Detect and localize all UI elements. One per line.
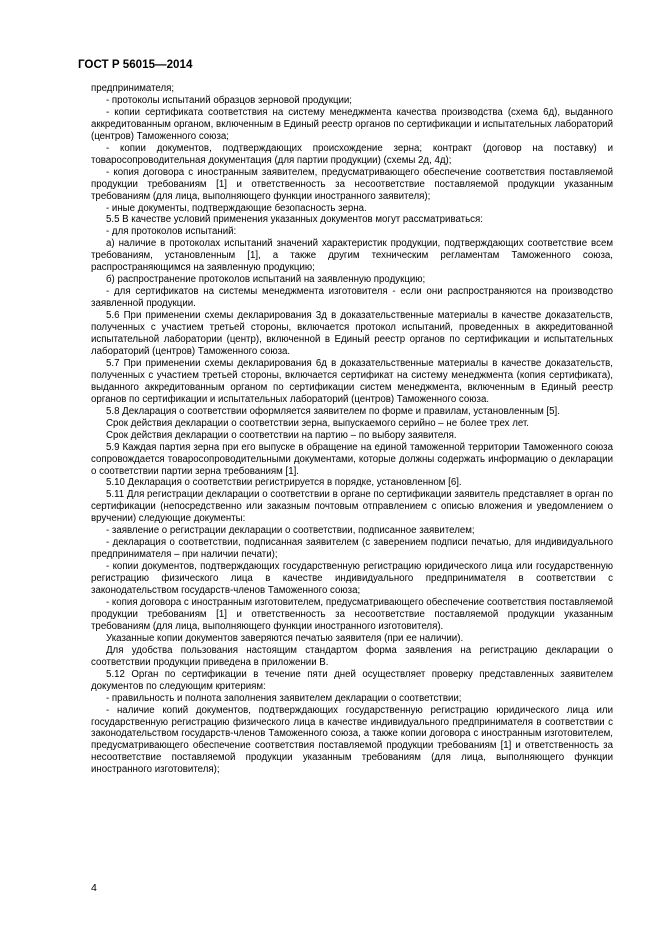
paragraph: - копии сертификата соответствия на систему менеджмента качества производства (схема 6д), выданного аккредитованным органом, включенным в Единый реестр органов по сертификации и испытательных лабораторий (центров) Таможенного союза;	[91, 106, 613, 142]
paragraph: Срок действия декларации о соответствии на партию – по выбору заявителя.	[106, 429, 457, 441]
paragraph: - для сертификатов на системы менеджмента изготовителя - если они распространяются на производство заявленной продукции.	[91, 286, 613, 310]
document-body	[91, 83, 613, 776]
paragraph: Срок действия декларации о соответствии зерна, выпускаемого серийно – не более трех лет.	[106, 417, 529, 429]
paragraph: 5.9 Каждая партия зерна при его выпуске в обращение на единой таможенной территории Таможенного союза сопровождается товаросопроводительными документами, которые должны содержать информацию о декларации о соответствии партии зерна требованиям [1].	[91, 441, 613, 477]
paragraph: - наличие копий документов, подтверждающих государственную регистрацию юридического лица или государственную регистрацию физического лица в качестве индивидуального предпринимателя в соответствии с законодательством государств-членов Таможенного союза, а также копии договора с иностранным изготовителем, предусматривающего обеспечение соответствия поставляемой продукции требованиям [1] и ответственность за несоответствие поставляемой продукции указанным требованиям (для лица, выполняющего функции иностранного изготовителя);	[91, 704, 613, 776]
paragraph: 5.12 Орган по сертификации в течение пяти дней осуществляет проверку представленных заявителем документов по следующим критериям:	[91, 668, 613, 692]
paragraph: 5.6 При применении схемы декларирования 3д в доказательственные материалы в качестве доказательств, полученных с участием третьей стороны, включается протокол испытаний, проведенных в аккредитованной испытательной лаборатории (центр), включенной в Единый реестр органов по сертификации и испытательных лабораторий (центров) Таможенного союза.	[91, 310, 613, 357]
paragraph: - заявление о регистрации декларации о соответствии, подписанное заявителем;	[106, 525, 475, 537]
paragraph: - копия договора с иностранным изготовителем, предусматривающего обеспечение соответствия поставляемой продукции требованиям [1] и ответственность за несоответствие поставляемой продукции указанным требованиям (для лица, выполняющего функции иностранного изготовителя).	[91, 596, 613, 632]
paragraph: - копии документов, подтверждающих государственную регистрацию юридического лица или государственную регистрацию физического лица в качестве индивидуального предпринимателя в соответствии с законодательством государств-членов Таможенного союза;	[91, 561, 613, 597]
paragraph: Для удобства пользования настоящим стандартом форма заявления на регистрацию декларации о соответствии продукции приведена в приложении В.	[91, 644, 613, 668]
paragraph: - для протоколов испытаний:	[106, 226, 237, 238]
paragraph: 5.7 При применении схемы декларирования 6д в доказательственные материалы в качестве доказательств, полученных с участием третьей стороны, включается сертификат на систему менеджмента (копия сертификата), выданного аккредитованным органом по сертификации систем менеджмента, включенным в Единый реестр органов по сертификации и испытательных лабораторий (центров) Таможенного союза.	[91, 357, 613, 405]
paragraph: Указанные копии документов заверяются печатью заявителя (при ее наличии).	[106, 632, 464, 644]
paragraph: - правильность и полнота заполнения заявителем декларации о соответствии;	[106, 692, 462, 704]
paragraph: 5.11 Для регистрации декларации о соответствии в органе по сертификации заявитель представляет в орган по сертификации (непосредственно или заказным почтовым отправлением с описью вложения и уведомлением о вручении) следующие документы:	[91, 489, 613, 525]
paragraph: б) распространение протоколов испытаний на заявленную продукцию;	[106, 274, 426, 286]
paragraph: - иные документы, подтверждающие безопасность зерна.	[106, 202, 367, 214]
paragraph: - декларация о соответствии, подписанная заявителем (с заверением подписи печатью, для индивидуального предпринимателя – при наличии печати);	[91, 537, 613, 561]
paragraph: 5.10 Декларация о соответствии регистрируется в порядке, установленном [6].	[106, 477, 462, 489]
paragraph: - копия договора с иностранным заявителем, предусматривающего обеспечение соответствия поставляемой продукции требованиям [1] и ответственность за несоответствие поставляемой продукции указанным требованиям (для лица, выполняющего функции иностранного заявителя);	[91, 166, 613, 202]
paragraph: а) наличие в протоколах испытаний значений характеристик продукции, подтверждающих соответствие всем требованиям, установленным [1], а также другим техническим регламентам Таможенного союза, распространяющимся на заявленную продукцию;	[91, 238, 613, 274]
paragraph: 5.8 Декларация о соответствии оформляется заявителем по форме и правилам, установленным [5].	[106, 405, 560, 417]
paragraph: 5.5 В качестве условий применения указанных документов могут рассматриваться:	[106, 214, 483, 226]
page-number: 4	[91, 882, 97, 894]
paragraph: предпринимателя;	[91, 83, 175, 94]
paragraph: - протоколы испытаний образцов зерновой продукции;	[106, 94, 353, 106]
document-header: ГОСТ Р 56015—2014	[78, 58, 193, 71]
paragraph: - копии документов, подтверждающих происхождение зерна; контракт (договор на поставку) и товаросопроводительная документация (для партии продукции) (схемы 2д, 4д);	[91, 142, 613, 166]
